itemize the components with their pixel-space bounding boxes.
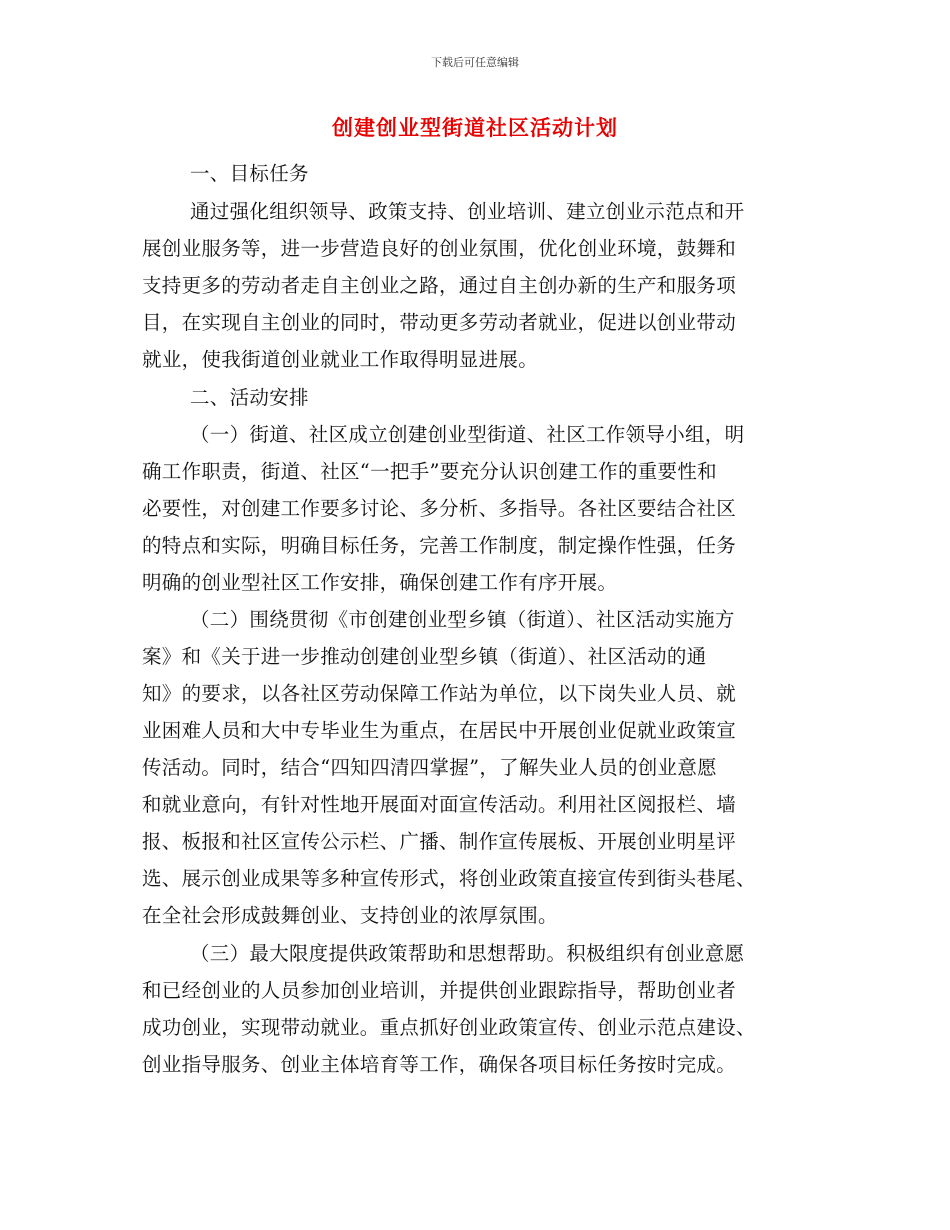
paragraph-line: 必要性，对创建工作要多讨论、多分析、多指导。各社区要结合社区	[142, 497, 737, 520]
paragraph-line: 选、展示创业成果等多种宣传形式，将创业政策直接宣传到街头巷尾、	[142, 867, 756, 890]
paragraph-line: 确工作职责，街道、社区“一把手”要充分认识创建工作的重要性和	[142, 460, 717, 483]
paragraph-line: 业困难人员和大中专毕业生为重点，在居民中开展创业促就业政策宣	[142, 719, 737, 742]
paragraph-line: 知》的要求，以各社区劳动保障工作站为单位，以下岗失业人员、就	[142, 682, 737, 705]
paragraph-line: 创业指导服务、创业主体培育等工作，确保各项目标任务按时完成。	[142, 1053, 737, 1076]
paragraph-line: 传活动。同时，结合“四知四清四掌握”，了解失业人员的创业意愿	[142, 756, 717, 779]
paragraph-line: 案》和《关于进一步推动创建创业型乡镇（街道）、社区活动的通	[142, 645, 707, 668]
paragraph-line: 明确的创业型社区工作安排，确保创建工作有序开展。	[142, 571, 618, 594]
document-title: 创建创业型街道社区活动计划	[332, 116, 618, 140]
paragraph-line: （三）最大限度提供政策帮助和思想帮助。积极组织有创业意愿	[190, 942, 745, 965]
paragraph-line: 的特点和实际，明确目标任务，完善工作制度，制定操作性强，任务	[142, 534, 737, 557]
paragraph-line: 展创业服务等，进一步营造良好的创业氛围，优化创业环境，鼓舞和	[142, 237, 737, 260]
paragraph-line: 支持更多的劳动者走自主创业之路，通过自主创办新的生产和服务项	[142, 274, 737, 297]
paragraph-line: 和就业意向，有针对性地开展面对面宣传活动。利用社区阅报栏、墙	[142, 793, 737, 816]
section-heading-goals: 一、目标任务	[190, 162, 309, 185]
page-header: 下载后可任意编辑	[431, 56, 519, 69]
paragraph-line: 就业，使我街道创业就业工作取得明显进展。	[142, 348, 539, 371]
paragraph-line: 通过强化组织领导、政策支持、创业培训、建立创业示范点和开	[190, 200, 745, 223]
paragraph-line: 目，在实现自主创业的同时，带动更多劳动者就业，促进以创业带动	[142, 311, 737, 334]
paragraph-line: （二）围绕贯彻《市创建创业型乡镇（街道）、社区活动实施方	[190, 608, 735, 631]
paragraph-line: （一）街道、社区成立创建创业型街道、社区工作领导小组，明	[190, 423, 745, 446]
paragraph-line: 在全社会形成鼓舞创业、支持创业的浓厚氛围。	[142, 904, 558, 927]
section-heading-activities: 二、活动安排	[190, 386, 309, 409]
paragraph-line: 成功创业，实现带动就业。重点抓好创业政策宣传、创业示范点建设、	[142, 1016, 756, 1039]
paragraph-line: 和已经创业的人员参加创业培训，并提供创业跟踪指导，帮助创业者	[142, 979, 737, 1002]
paragraph-line: 报、板报和社区宣传公示栏、广播、制作宣传展板、开展创业明星评	[142, 830, 737, 853]
